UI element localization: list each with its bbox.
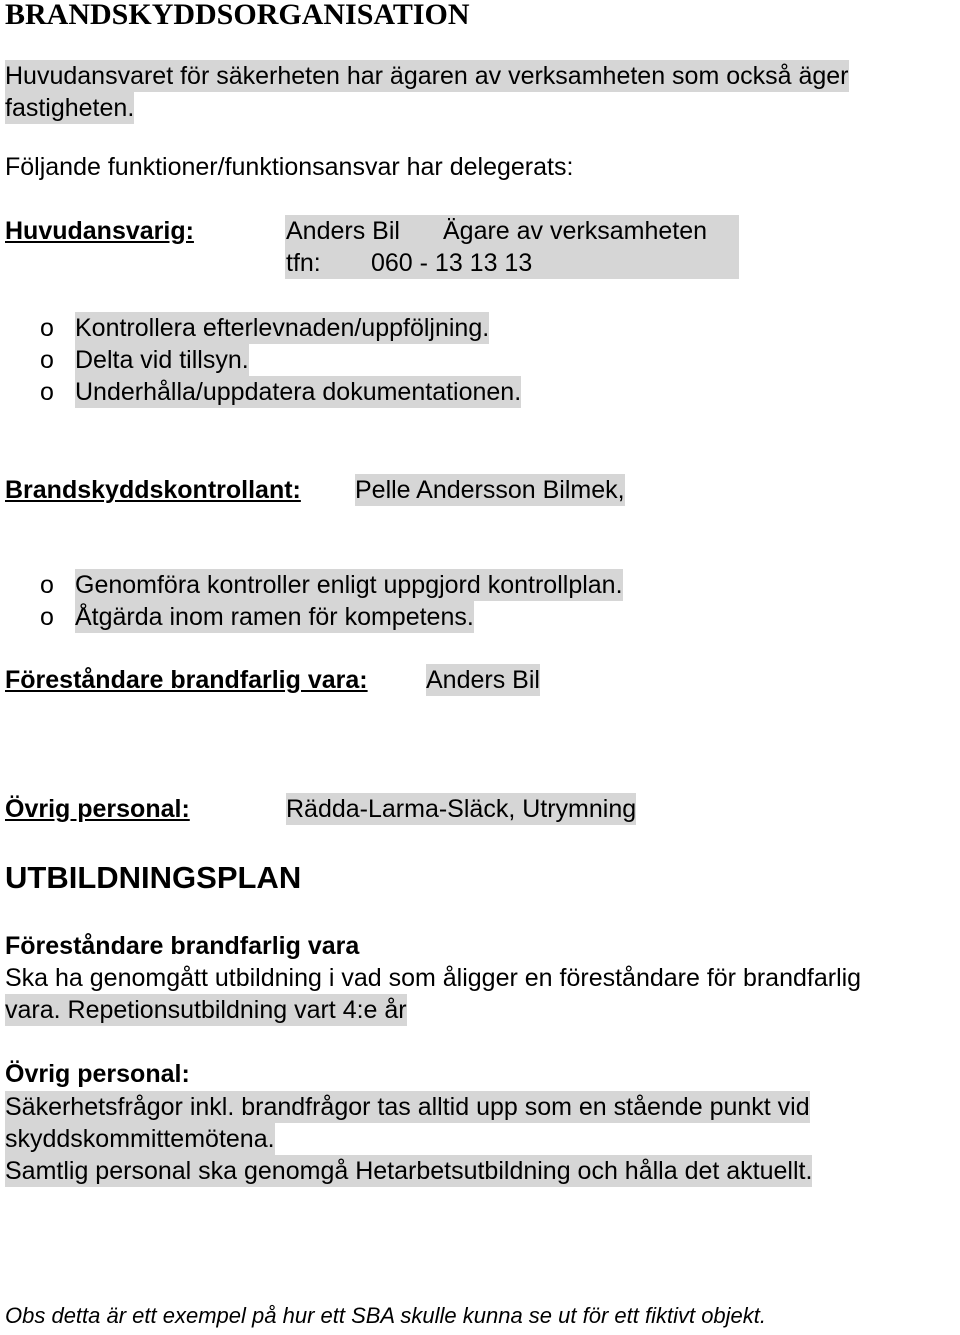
huvudansvarig-role: Ägare av verksamheten (443, 217, 708, 245)
bullet-icon: o (40, 571, 54, 599)
huvudansvarig-task-2: Delta vid tillsyn. (75, 346, 249, 374)
kontrollant-name: Pelle Andersson Bilmek, (355, 476, 625, 504)
utbildning-forestandare-line-2: vara. Repetionsutbildning vart 4:e år (5, 996, 407, 1024)
utbildning-forestandare-heading: Föreståndare brandfarlig vara (5, 932, 360, 960)
document-title: BRANDSKYDDSORGANISATION (5, 0, 470, 31)
huvudansvarig-label: Huvudansvarig: (5, 217, 194, 245)
utbildning-ovrig-heading: Övrig personal: (5, 1060, 190, 1088)
footnote: Obs detta är ett exempel på hur ett SBA skulle kunna se ut för ett fiktivt objekt. (5, 1303, 767, 1328)
utbildningsplan-heading: UTBILDNINGSPLAN (5, 860, 302, 895)
utbildning-ovrig-line-3: Samtlig personal ska genomgå Hetarbetsutbildning och hålla det aktuellt. (5, 1157, 813, 1185)
utbildning-ovrig-line-1: Säkerhetsfrågor inkl. brandfrågor tas alltid upp som en stående punkt vid (5, 1093, 810, 1121)
kontrollant-label: Brandskyddskontrollant: (5, 476, 301, 504)
kontrollant-task-2: Åtgärda inom ramen för kompetens. (75, 603, 474, 631)
bullet-icon: o (40, 314, 54, 342)
utbildning-forestandare-line-1: Ska ha genomgått utbildning i vad som åligger en föreståndare för brandfarlig (5, 964, 862, 992)
ovrig-value: Rädda-Larma-Släck, Utrymning (286, 795, 637, 823)
huvudansvarig-phone: 060 - 13 13 13 (371, 249, 533, 277)
forestandare-name: Anders Bil (426, 666, 540, 694)
delegated-text: Följande funktioner/funktionsansvar har delegerats: (5, 153, 574, 181)
huvudansvarig-name: Anders Bil (286, 217, 400, 245)
kontrollant-task-1: Genomföra kontroller enligt uppgjord kontrollplan. (75, 571, 623, 599)
ovrig-label: Övrig personal: (5, 795, 190, 823)
intro-line-2: fastigheten. (5, 94, 135, 122)
bullet-icon: o (40, 378, 54, 406)
huvudansvarig-task-3: Underhålla/uppdatera dokumentationen. (75, 378, 522, 406)
bullet-icon: o (40, 603, 54, 631)
utbildning-ovrig-line-2: skyddskommittemötena. (5, 1125, 275, 1153)
intro-line-1: Huvudansvaret för säkerheten har ägaren av verksamheten som också äger (5, 62, 849, 90)
huvudansvarig-phone-label: tfn: (286, 249, 321, 277)
huvudansvarig-task-1: Kontrollera efterlevnaden/uppföljning. (75, 314, 490, 342)
bullet-icon: o (40, 346, 54, 374)
forestandare-label: Föreståndare brandfarlig vara: (5, 666, 368, 694)
